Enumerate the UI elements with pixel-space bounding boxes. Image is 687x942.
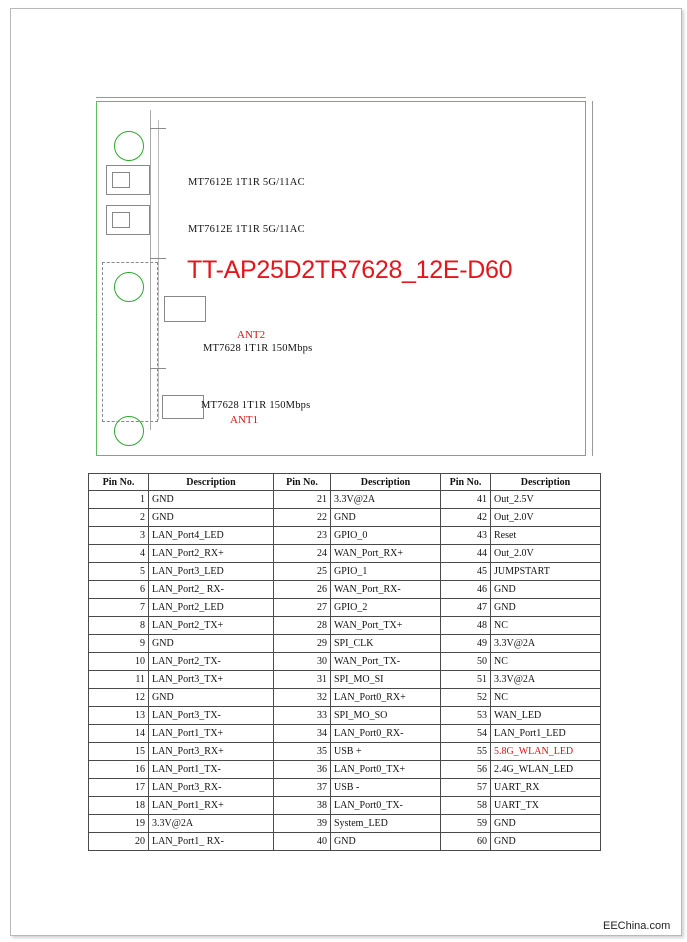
chip-label: MT7628 1T1R 150Mbps [201,400,311,411]
pin-description: GND [149,635,274,653]
pin-description: LAN_Port4_LED [149,527,274,545]
pin-number: 56 [441,761,491,779]
table-row [89,599,601,617]
pin-number: 52 [441,689,491,707]
pin-number: 13 [89,707,149,725]
pin-description: System_LED [331,815,441,833]
table-row [89,581,601,599]
table-row [89,545,601,563]
pin-number: 55 [441,743,491,761]
pin-description: Out_2.5V [491,491,601,509]
pin-description: WAN_Port_RX- [331,581,441,599]
pin-description: GND [149,689,274,707]
pin-description: 3.3V@2A [331,491,441,509]
pin-description: 2.4G_WLAN_LED [491,761,601,779]
pin-number: 43 [441,527,491,545]
pin-number: 35 [274,743,331,761]
guide-line [150,368,166,369]
pin-description: LAN_Port2_ RX- [149,581,274,599]
pin-number: 42 [441,509,491,527]
model-title: TT-AP25D2TR7628_12E-D60 [187,256,513,284]
pin-number: 19 [89,815,149,833]
table-row [89,491,601,509]
pin-number: 58 [441,797,491,815]
table-row [89,833,601,851]
pin-number: 14 [89,725,149,743]
pin-number: 11 [89,671,149,689]
pin-description: 3.3V@2A [491,635,601,653]
pin-number: 29 [274,635,331,653]
rf-connector-pin [112,212,130,228]
pin-description: GPIO_0 [331,527,441,545]
pin-description: 3.3V@2A [491,671,601,689]
pin-description: LAN_Port1_TX+ [149,725,274,743]
pin-description: USB + [331,743,441,761]
pin-number: 22 [274,509,331,527]
pin-description: LAN_Port3_TX+ [149,671,274,689]
pin-number: 9 [89,635,149,653]
pin-description: 3.3V@2A [149,815,274,833]
guide-line [150,258,166,259]
pin-description: GND [491,815,601,833]
pin-description: LAN_Port1_RX+ [149,797,274,815]
pin-description: SPI_MO_SO [331,707,441,725]
table-header-row [89,474,601,491]
pin-description: USB - [331,779,441,797]
pin-number: 21 [274,491,331,509]
pin-number: 60 [441,833,491,851]
pin-number: 2 [89,509,149,527]
pin-number: 18 [89,797,149,815]
pin-description: LAN_Port2_LED [149,599,274,617]
pin-description: GND [331,509,441,527]
pin-number: 51 [441,671,491,689]
pin-number: 40 [274,833,331,851]
rf-connector-pin [112,172,130,188]
chip-footprint [164,296,206,322]
pin-number: 38 [274,797,331,815]
pin-number: 47 [441,599,491,617]
pin-description: WAN_Port_RX+ [331,545,441,563]
pin-description: LAN_Port3_RX- [149,779,274,797]
table-row [89,743,601,761]
guide-line [150,128,166,129]
table-row [89,671,601,689]
guide-line [158,120,159,420]
pin-description: Reset [491,527,601,545]
table-row [89,527,601,545]
table-row [89,635,601,653]
pin-description: WAN_LED [491,707,601,725]
pin-number: 32 [274,689,331,707]
table-row [89,815,601,833]
header-description: Description [149,474,274,491]
height-dimension-line [592,101,593,456]
pin-description: GND [149,509,274,527]
width-dimension-line [96,97,586,98]
pin-number: 31 [274,671,331,689]
pin-number: 57 [441,779,491,797]
table-row [89,653,601,671]
pin-number: 26 [274,581,331,599]
pin-table-body [89,491,601,851]
pin-description: GND [491,833,601,851]
chip-label: MT7612E 1T1R 5G/11AC [188,224,305,235]
pin-number: 48 [441,617,491,635]
pin-number: 12 [89,689,149,707]
pin-number: 36 [274,761,331,779]
antenna-label: ANT1 [230,414,259,426]
table-row [89,617,601,635]
pin-number: 53 [441,707,491,725]
table-row [89,725,601,743]
pin-number: 37 [274,779,331,797]
pin-description: LAN_Port2_TX- [149,653,274,671]
pin-description: WAN_Port_TX- [331,653,441,671]
pin-description: Out_2.0V [491,545,601,563]
pin-number: 8 [89,617,149,635]
antenna-label: ANT2 [237,329,266,341]
pin-number: 10 [89,653,149,671]
pin-description: JUMPSTART [491,563,601,581]
pin-number: 59 [441,815,491,833]
pin-description: SPI_CLK [331,635,441,653]
pin-number: 4 [89,545,149,563]
pin-number: 39 [274,815,331,833]
pin-description: LAN_Port0_TX- [331,797,441,815]
pin-number: 20 [89,833,149,851]
pin-number: 17 [89,779,149,797]
pin-number: 16 [89,761,149,779]
pin-description: UART_RX [491,779,601,797]
pin-description: GND [491,599,601,617]
pin-description: LAN_Port1_LED [491,725,601,743]
pin-number: 3 [89,527,149,545]
pin-description: NC [491,617,601,635]
chip-label: MT7628 1T1R 150Mbps [203,343,313,354]
pin-number: 28 [274,617,331,635]
pin-number: 44 [441,545,491,563]
table-row [89,707,601,725]
pin-description: NC [491,653,601,671]
pin-number: 41 [441,491,491,509]
pin-number: 50 [441,653,491,671]
pin-number: 34 [274,725,331,743]
pin-number: 45 [441,563,491,581]
pin-description: LAN_Port0_TX+ [331,761,441,779]
table-row [89,563,601,581]
table-row [89,797,601,815]
pin-number: 46 [441,581,491,599]
pin-description: NC [491,689,601,707]
table-row [89,761,601,779]
header-pin-no: Pin No. [274,474,331,491]
guide-line [150,110,151,430]
table-row [89,689,601,707]
pin-description: GPIO_2 [331,599,441,617]
pin-table [88,473,601,851]
pin-description: GND [491,581,601,599]
pin-number: 24 [274,545,331,563]
pin-number: 23 [274,527,331,545]
chip-label: MT7612E 1T1R 5G/11AC [188,177,305,188]
pin-number: 27 [274,599,331,617]
pin-description: 5.8G_WLAN_LED [491,743,601,761]
table-row [89,779,601,797]
pin-description: LAN_Port3_TX- [149,707,274,725]
pin-description: WAN_Port_TX+ [331,617,441,635]
pin-number: 1 [89,491,149,509]
pin-number: 54 [441,725,491,743]
pin-number: 33 [274,707,331,725]
pin-description: GND [149,491,274,509]
pin-number: 49 [441,635,491,653]
header-description: Description [491,474,601,491]
pin-description: UART_TX [491,797,601,815]
watermark: EEChina.com [603,920,671,932]
antenna-pad-circle [114,131,144,161]
pin-description: GND [331,833,441,851]
header-pin-no: Pin No. [89,474,149,491]
chip-footprint [162,395,204,419]
pin-number: 25 [274,563,331,581]
pin-number: 15 [89,743,149,761]
pin-description: LAN_Port2_RX+ [149,545,274,563]
pin-number: 5 [89,563,149,581]
pin-number: 6 [89,581,149,599]
header-pin-no: Pin No. [441,474,491,491]
pin-description: LAN_Port2_TX+ [149,617,274,635]
pin-description: Out_2.0V [491,509,601,527]
pin-description: GPIO_1 [331,563,441,581]
pin-description: LAN_Port1_ RX- [149,833,274,851]
pin-number: 30 [274,653,331,671]
header-description: Description [331,474,441,491]
pin-description: LAN_Port3_RX+ [149,743,274,761]
pin-description: LAN_Port0_RX- [331,725,441,743]
table-row [89,509,601,527]
pin-description: SPI_MO_SI [331,671,441,689]
pin-number: 7 [89,599,149,617]
pin-description: LAN_Port1_TX- [149,761,274,779]
pin-description: LAN_Port0_RX+ [331,689,441,707]
pin-description: LAN_Port3_LED [149,563,274,581]
